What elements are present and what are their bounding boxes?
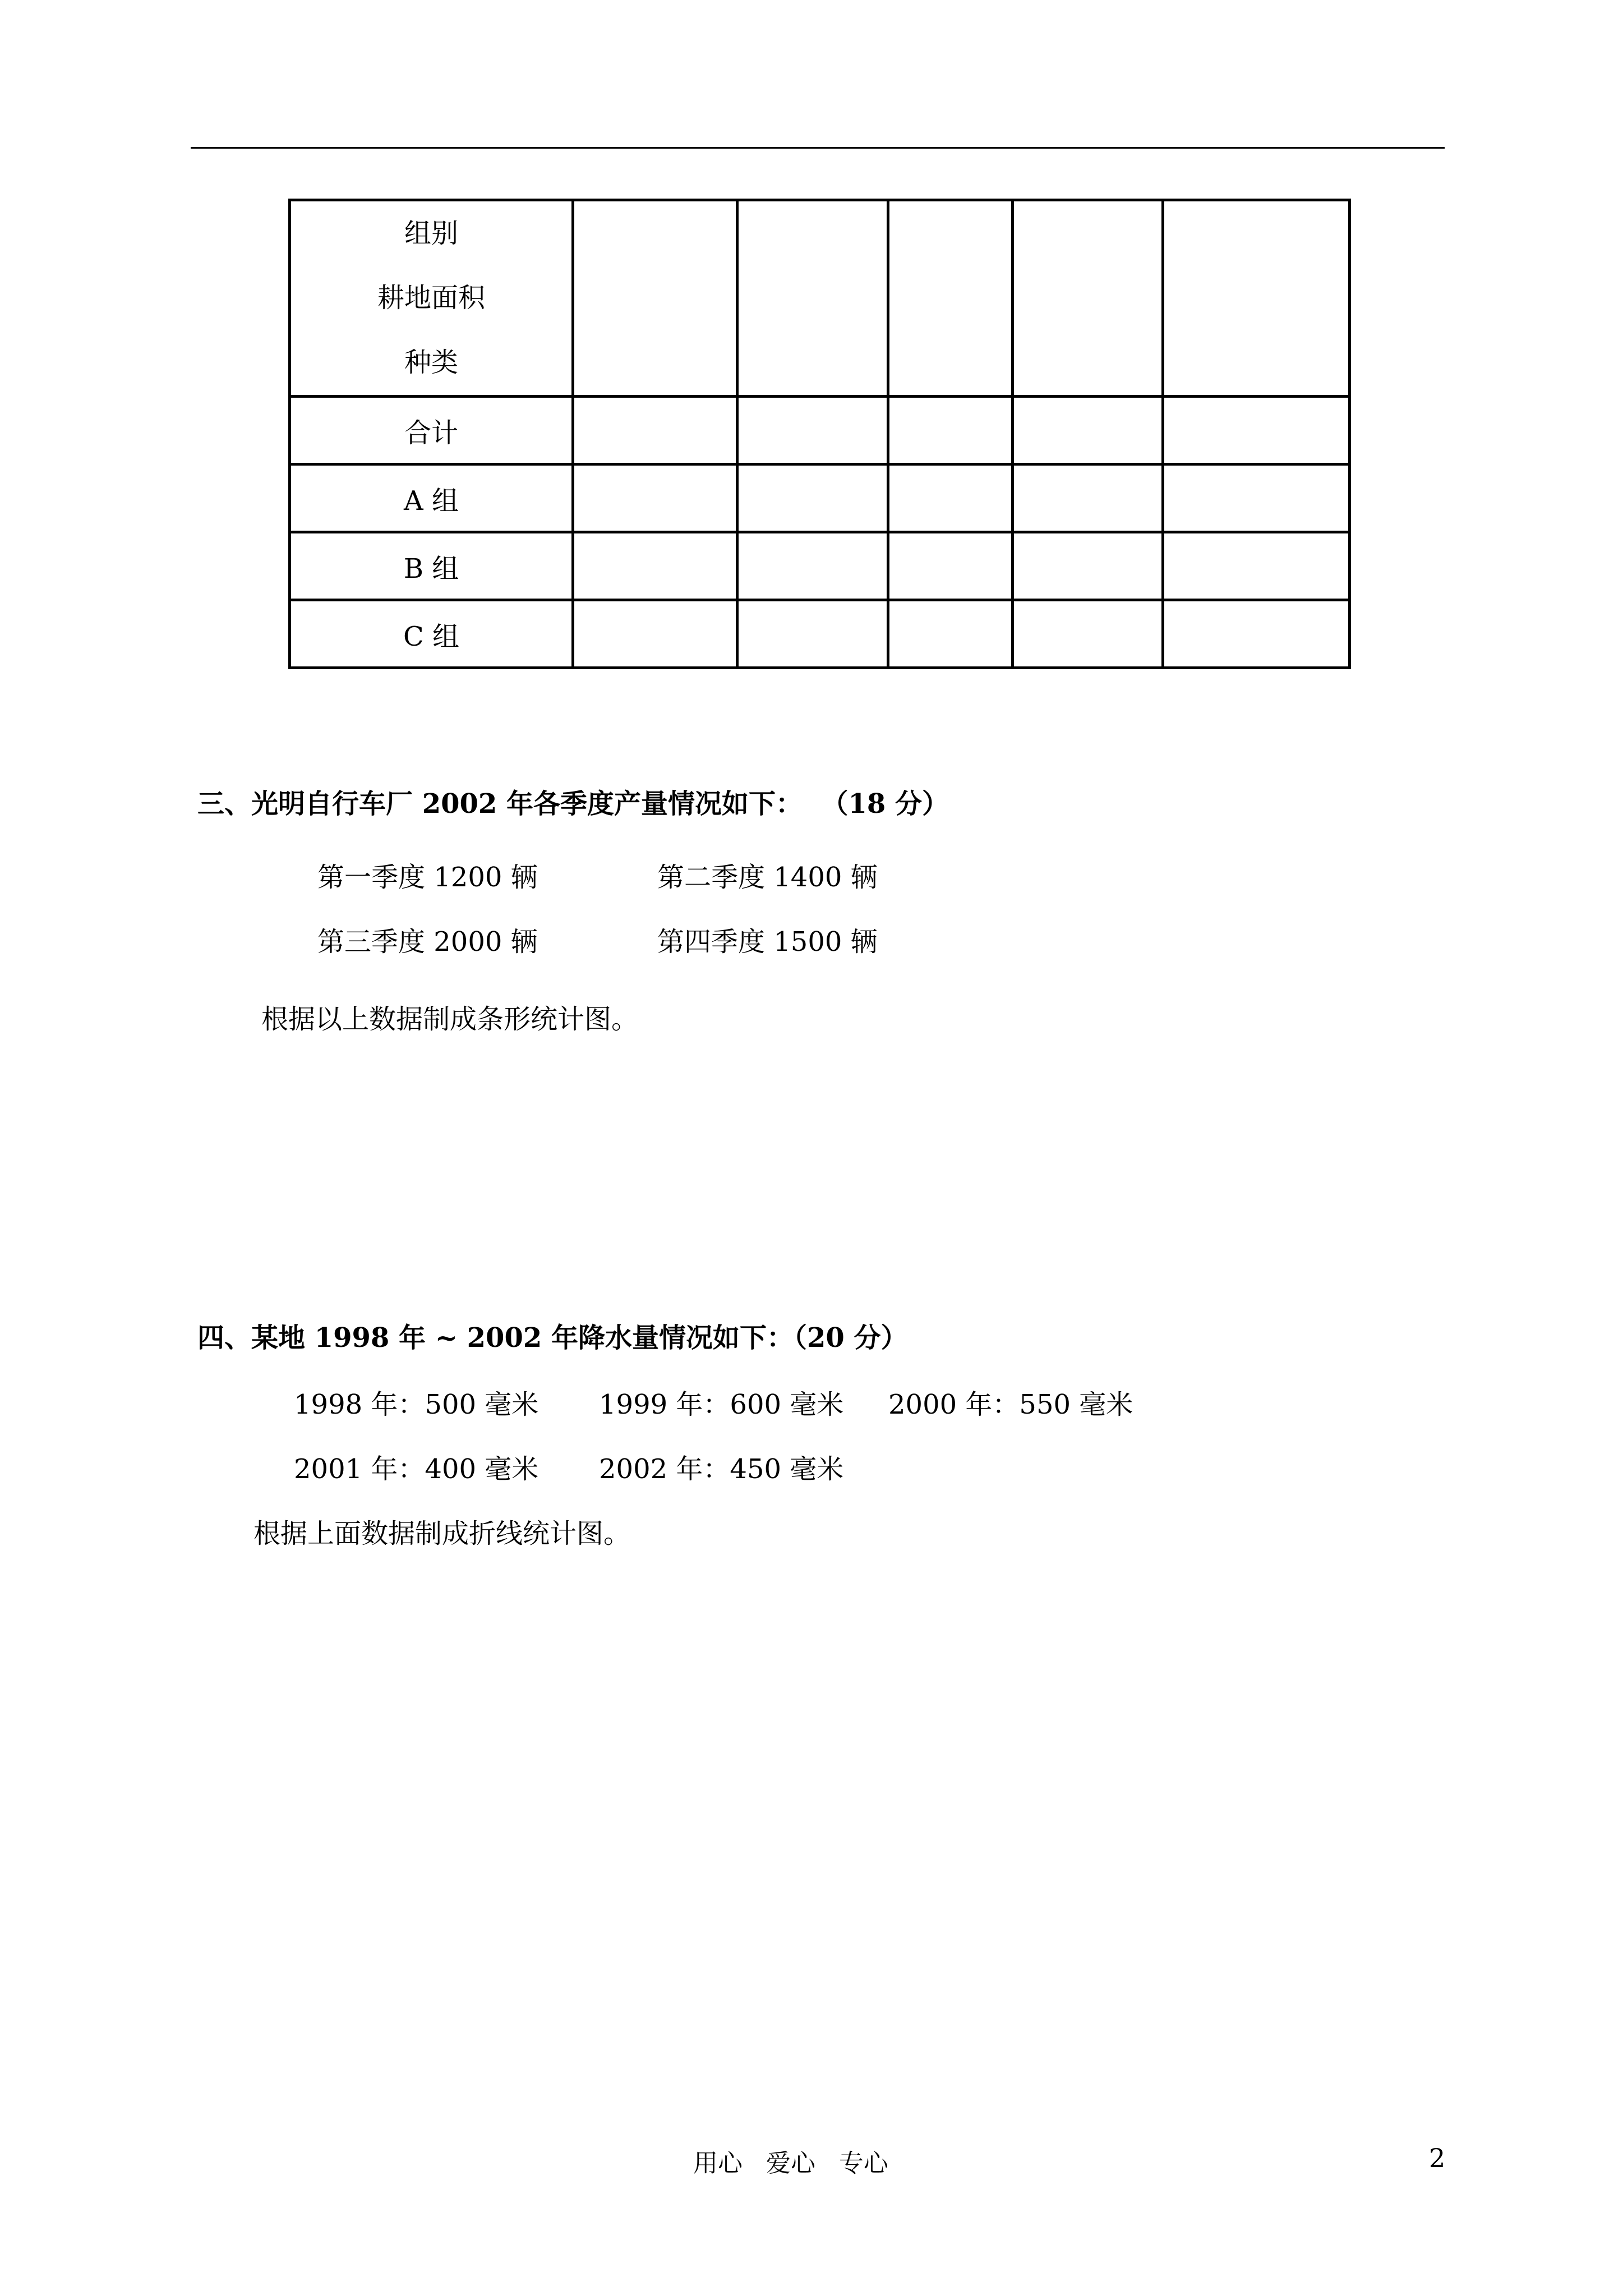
q4-item-2001: 2001 年：400 毫米	[294, 1453, 539, 1485]
table-cell	[573, 200, 737, 397]
header-cell	[290, 200, 573, 397]
q3-item-q1: 第一季度 1200 辆	[317, 862, 538, 893]
table-cell	[1163, 600, 1350, 668]
table-row	[290, 532, 1350, 600]
page-number: 2	[1429, 2143, 1446, 2173]
table-row	[290, 464, 1350, 532]
table-cell	[737, 397, 888, 464]
table-header-row	[290, 200, 1350, 397]
row-label-b: B 组	[290, 532, 573, 600]
table-cell	[1163, 464, 1350, 532]
header-rule	[191, 147, 1445, 149]
q4-item-1998: 1998 年：500 毫米	[294, 1389, 539, 1420]
table-cell	[1013, 532, 1163, 600]
data-table	[288, 199, 1351, 669]
q3-item-q2: 第二季度 1400 辆	[657, 862, 878, 893]
table-cell	[1013, 397, 1163, 464]
table-cell	[1163, 532, 1350, 600]
table-cell	[1013, 200, 1163, 397]
table-cell	[888, 200, 1013, 397]
q4-item-1999: 1999 年：600 毫米	[599, 1389, 844, 1420]
table-row	[290, 397, 1350, 464]
q4-item-2000: 2000 年：550 毫米	[888, 1389, 1133, 1420]
table-cell	[573, 397, 737, 464]
row-label-c: C 组	[290, 600, 573, 668]
table-cell	[888, 532, 1013, 600]
table-cell	[573, 464, 737, 532]
row-label-total: 合计	[290, 397, 573, 464]
q3-item-q4: 第四季度 1500 辆	[657, 926, 878, 958]
table-cell	[1163, 200, 1350, 397]
table-cell	[1013, 464, 1163, 532]
header-label-area: 耕地面积	[377, 282, 485, 314]
q3-item-q3: 第三季度 2000 辆	[317, 926, 538, 958]
footer-motto: 用心 爱心 专心	[693, 2149, 888, 2178]
q3-instruction: 根据以上数据制成条形统计图。	[261, 1004, 639, 1035]
header-label-group: 组别	[404, 218, 458, 249]
table-cell	[737, 200, 888, 397]
row-label-a: A 组	[290, 464, 573, 532]
table-cell	[737, 600, 888, 668]
q4-item-2002: 2002 年：450 毫米	[599, 1453, 844, 1485]
table-cell	[1013, 600, 1163, 668]
table-cell	[737, 464, 888, 532]
table-cell	[573, 532, 737, 600]
question-3-title: 三、光明自行车厂 2002 年各季度产量情况如下： （18 分）	[197, 788, 949, 820]
table-cell	[573, 600, 737, 668]
table-row	[290, 600, 1350, 668]
question-4-title: 四、某地 1998 年 ~ 2002 年降水量情况如下：（20 分）	[197, 1322, 908, 1354]
table-cell	[888, 464, 1013, 532]
table-cell	[1163, 397, 1350, 464]
table-cell	[888, 397, 1013, 464]
table-cell	[737, 532, 888, 600]
table-cell	[888, 600, 1013, 668]
header-label-type: 种类	[404, 347, 458, 378]
q4-instruction: 根据上面数据制成折线统计图。	[253, 1518, 631, 1549]
